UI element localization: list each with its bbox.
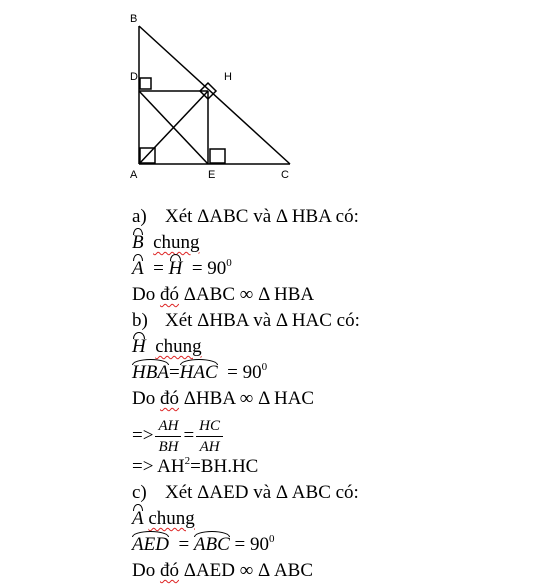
degree-mark: 0 [269, 533, 275, 545]
fraction-hc-ah [196, 418, 223, 456]
fraction-numerator: AH [155, 418, 181, 437]
equals-sign: = [153, 258, 164, 279]
degree-mark: 0 [261, 361, 268, 373]
part-b-angle-equality [132, 362, 267, 384]
part-a-title: Xét ΔABC và Δ HBA có: [165, 206, 359, 227]
part-c-conclusion [132, 560, 313, 582]
right-angle-mark-e [210, 149, 225, 163]
part-c-marker: c) [132, 482, 147, 503]
part-a-conclusion [132, 284, 314, 306]
result-exponent: 2 [184, 455, 191, 467]
do-word-accent: đó [159, 284, 179, 305]
part-a-heading [132, 206, 359, 228]
angle-a: A [132, 508, 144, 529]
part-c-title: Xét ΔAED và Δ ABC có: [165, 482, 359, 503]
common-word: chung [155, 336, 202, 357]
part-a-marker: a) [132, 206, 147, 227]
result-prefix: => AH [132, 456, 185, 477]
ninety-value: = 90 [191, 258, 227, 279]
right-angle-mark-d [140, 78, 151, 89]
conclusion-text: ΔHBA ∞ Δ HAC [183, 388, 315, 409]
part-b-marker: b) [132, 310, 148, 331]
equals-sign: = [183, 425, 195, 446]
vertex-label-h: H [224, 71, 232, 83]
angle-hba: HBA [132, 362, 169, 383]
part-a-angle-equality [132, 258, 232, 280]
do-word-accent: đó [159, 388, 179, 409]
do-word: Do [132, 284, 156, 305]
equals-sign: = [178, 534, 190, 555]
result-suffix: =BH.HC [190, 456, 259, 477]
geometry-figure [0, 0, 535, 200]
vertex-label-e: E [208, 169, 216, 181]
conclusion-text: ΔAED ∞ Δ ABC [183, 560, 314, 581]
part-b-title: Xét ΔHBA và Δ HAC có: [165, 310, 360, 331]
vertex-label-a: A [130, 169, 138, 181]
degree-mark: 0 [226, 257, 232, 269]
vertex-label-d: D [130, 71, 138, 83]
segment-bc [139, 26, 290, 164]
do-word: Do [132, 560, 156, 581]
fraction-denominator: AH [199, 438, 220, 455]
equals-sign: = [168, 362, 180, 383]
part-b-conclusion [132, 388, 314, 410]
vertex-label-b: B [130, 13, 138, 25]
part-b-common-angle [132, 336, 202, 358]
part-b-ratio [132, 417, 225, 456]
angle-h: H [168, 258, 183, 279]
part-b-result [132, 456, 258, 478]
angle-h: H [132, 336, 146, 357]
vertex-label-c: C [281, 169, 289, 181]
part-c-angle-equality [132, 534, 275, 556]
part-c-common-angle [132, 508, 195, 530]
fraction-denominator: BH [158, 438, 179, 455]
part-b-heading [132, 310, 360, 332]
fraction-numerator: HC [196, 418, 223, 437]
common-word: chung [148, 508, 195, 529]
angle-b: B [132, 232, 144, 253]
do-word: Do [132, 388, 156, 409]
ninety-value: = 90 [227, 362, 262, 383]
do-word-accent: đó [159, 560, 179, 581]
angle-hac: HAC [179, 362, 218, 383]
part-c-heading [132, 482, 359, 504]
implies-arrow: => [132, 425, 154, 446]
angle-a: A [132, 258, 144, 279]
fraction-ah-bh [155, 418, 181, 456]
angle-abc: ABC [193, 534, 230, 555]
angle-aed: AED [132, 534, 169, 555]
part-a-common-angle [132, 232, 200, 254]
conclusion-text: ΔABC ∞ Δ HBA [183, 284, 315, 305]
ninety-value: = 90 [234, 534, 270, 555]
common-word: chung [153, 232, 200, 253]
